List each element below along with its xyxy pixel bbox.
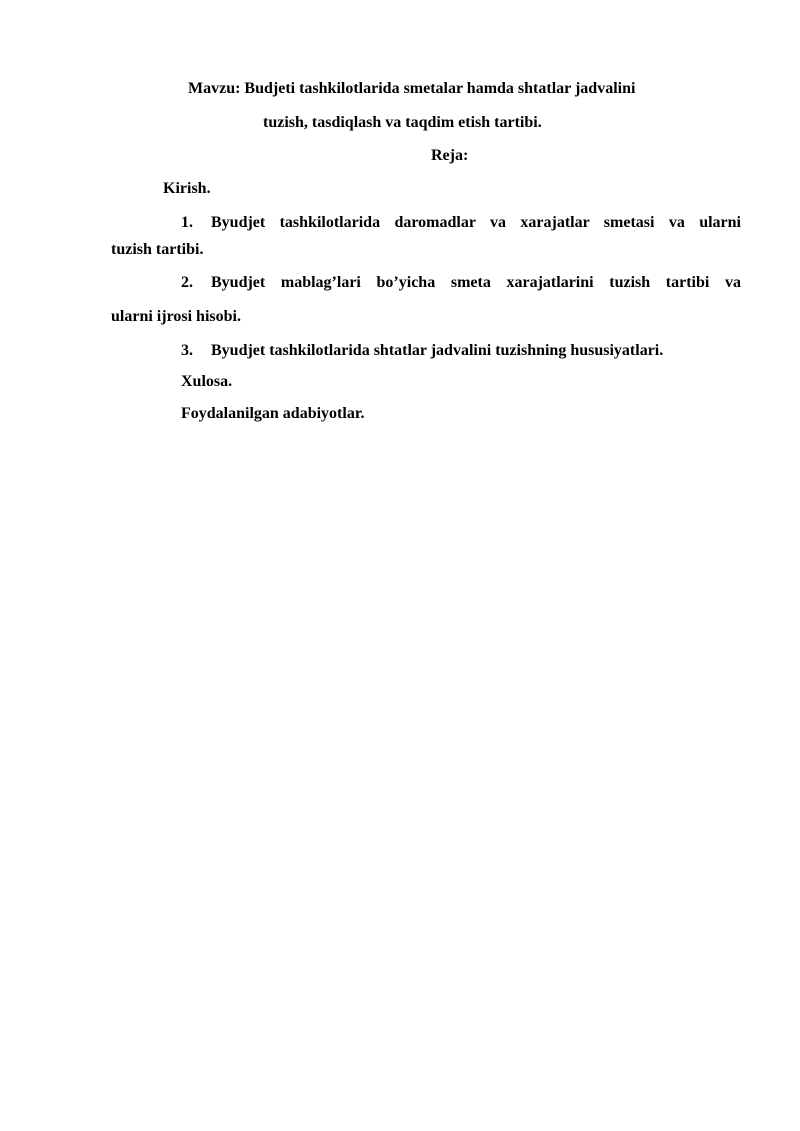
plan-item-text: Byudjet tashkilotlarida shtatlar jadvalini tuzishning hususiyatlari. <box>211 342 664 359</box>
plan-item-text: Byudjet tashkilotlarida daromadlar va xarajatlar smetasi va ularni <box>211 214 741 231</box>
plan-item-1-continuation: tuzish tartibi. <box>111 241 204 258</box>
plan-item-number: 1. <box>181 214 193 231</box>
plan-item-2-continuation: ularni ijrosi hisobi. <box>111 308 241 325</box>
title-line-2: tuzish, tasdiqlash va taqdim etish tartibi. <box>263 114 542 131</box>
title-line-1: Mavzu: Budjeti tashkilotlarida smetalar hamda shtatlar jadvalini <box>188 80 636 97</box>
plan-item-2 <box>181 273 741 293</box>
plan-item-number: 2. <box>181 274 193 291</box>
plan-item-1 <box>181 213 741 233</box>
references-item: Foydalanilgan adabiyotlar. <box>181 405 365 422</box>
plan-item-3 <box>181 341 741 361</box>
plan-item-text: Byudjet mablag’lari bo’yicha smeta xarajatlarini tuzish tartibi va <box>211 274 741 291</box>
plan-item-number: 3. <box>181 342 193 359</box>
plan-heading: Reja: <box>431 147 469 164</box>
conclusion-item: Xulosa. <box>181 373 233 390</box>
intro-item: Kirish. <box>163 180 211 197</box>
